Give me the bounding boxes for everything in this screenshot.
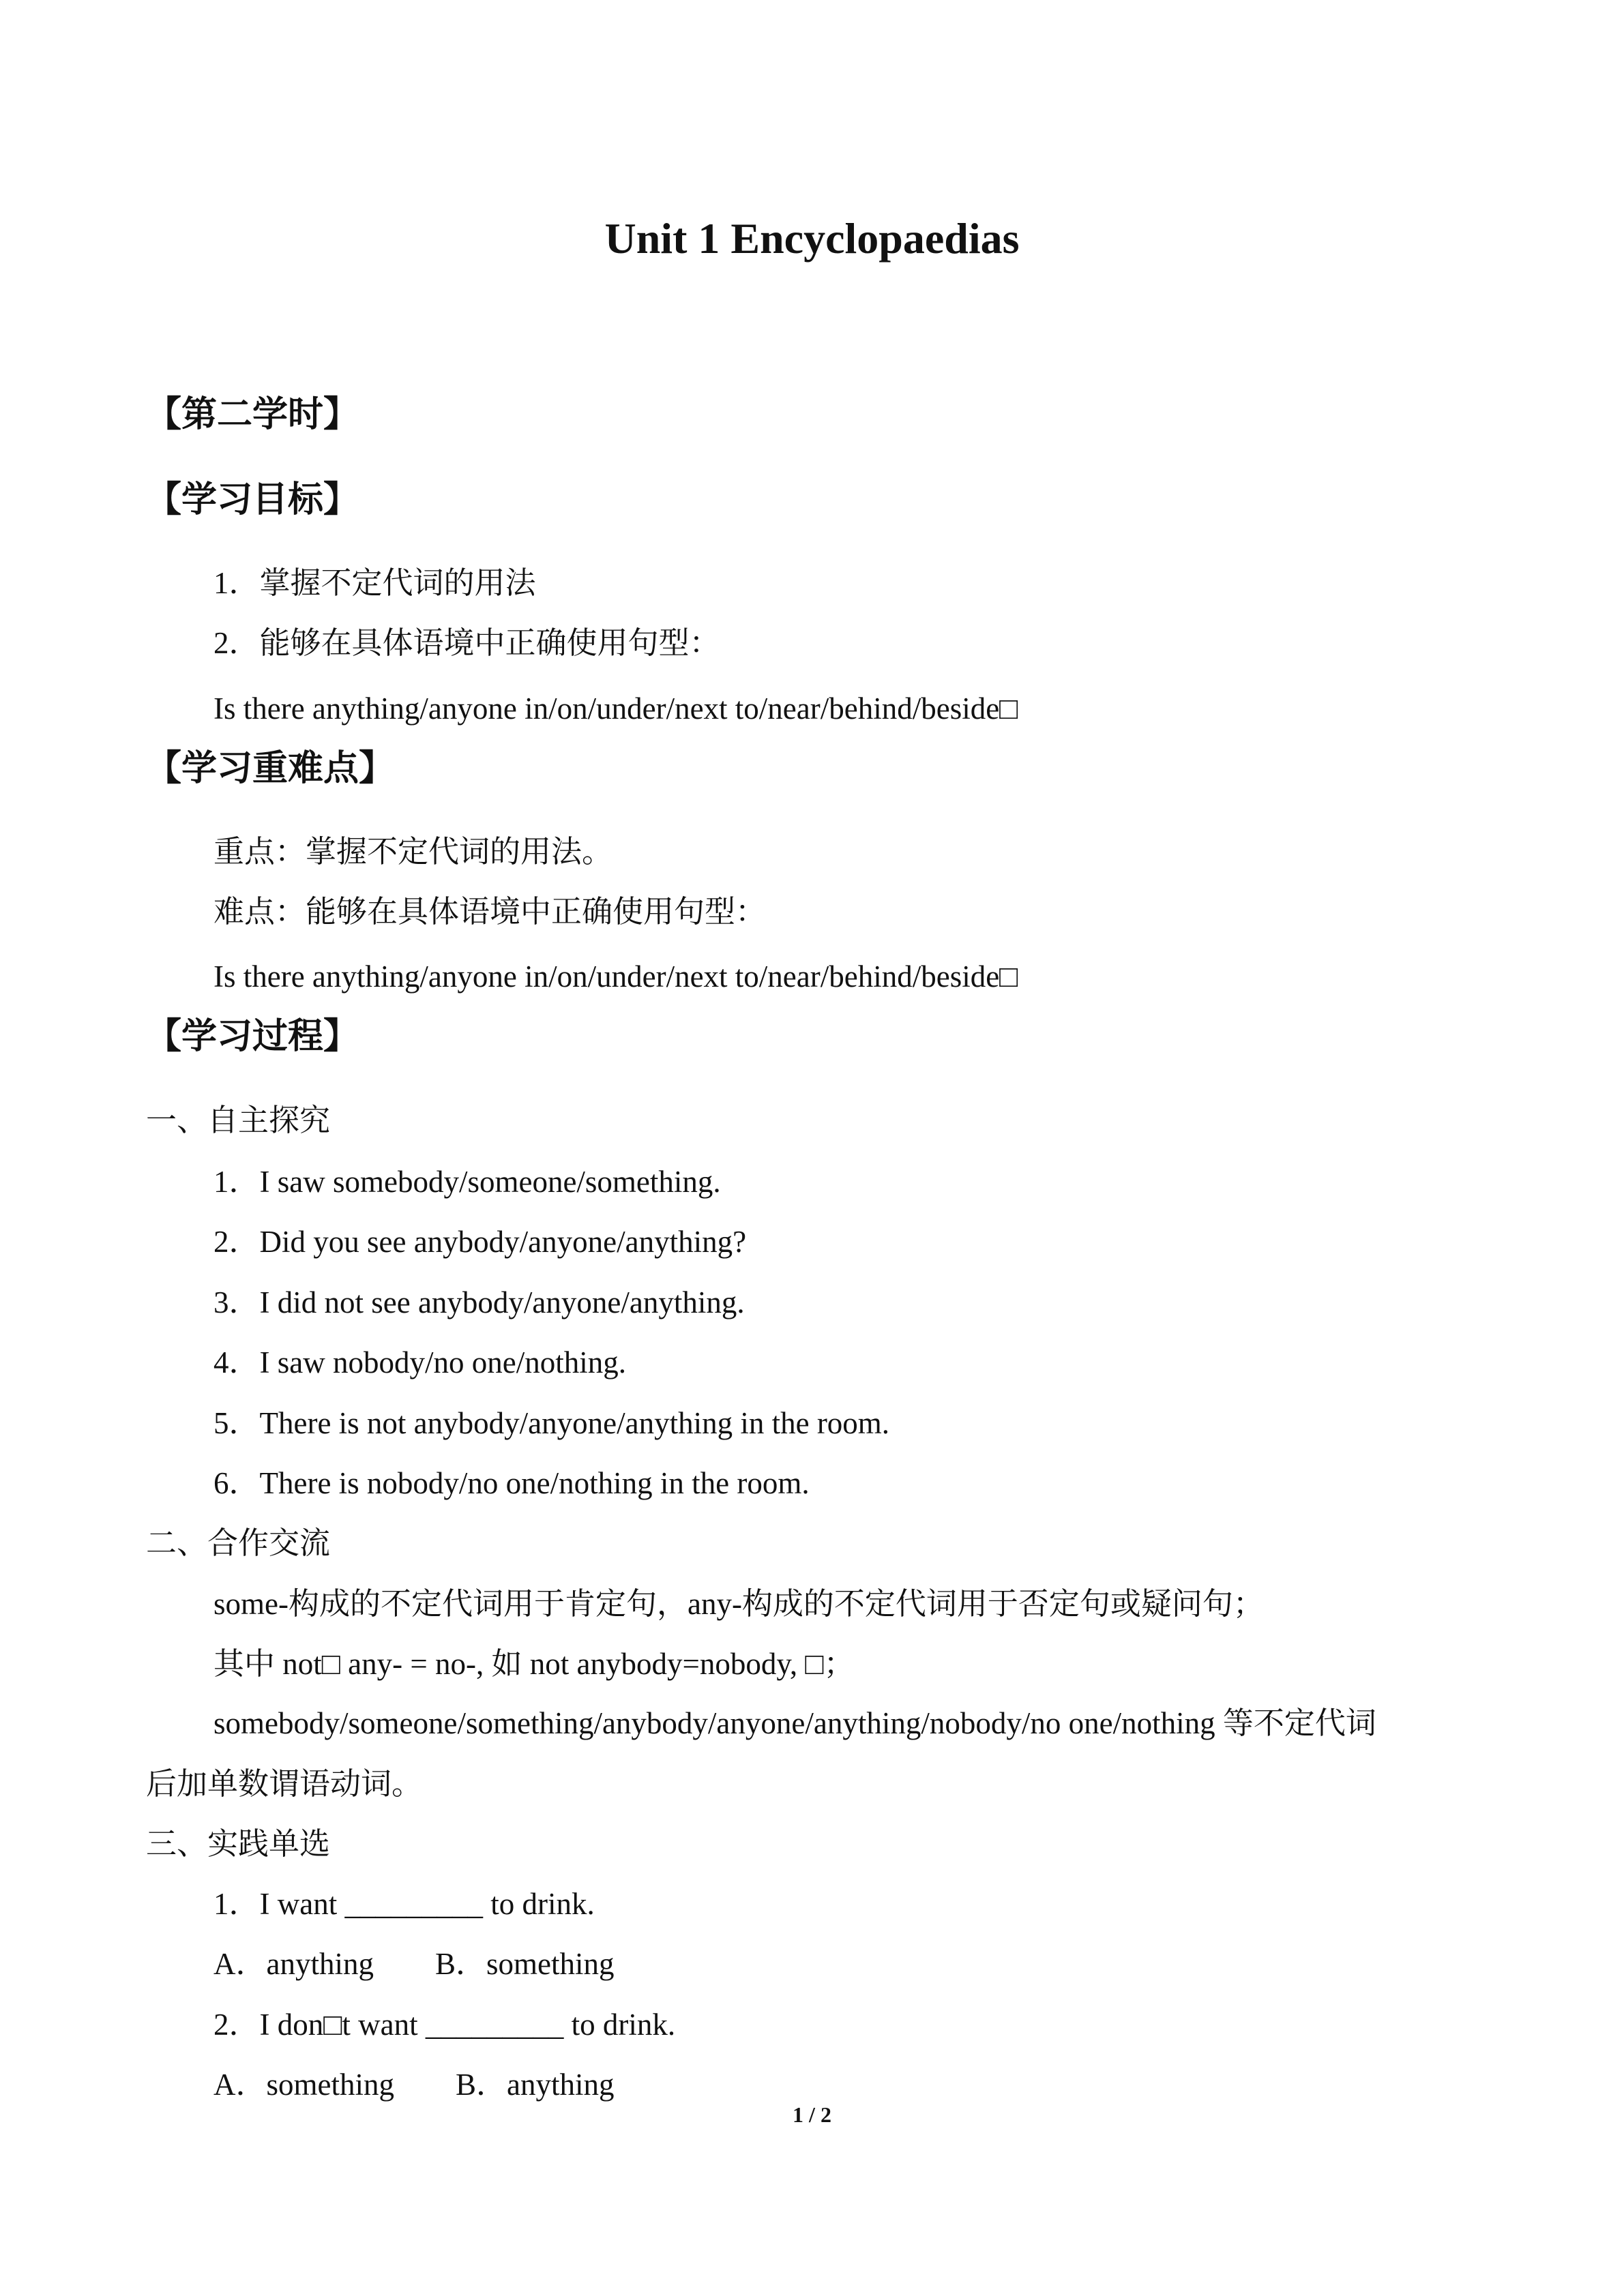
section2-line-2: 其中 not□ any- = no-, 如 not anybody=nobody, □；: [213, 1647, 855, 1681]
section2-title: 二、合作交流: [146, 1526, 331, 1560]
question-1: 1．I want _________ to drink.: [213, 1887, 595, 1921]
process-heading: 【学习过程】: [146, 1017, 359, 1056]
key-point-2: 难点：能够在具体语境中正确使用句型：: [213, 895, 767, 929]
objective-item-1: 1．掌握不定代词的用法: [213, 566, 536, 600]
section1-item-2: 2．Did you see anybody/anyone/anything?: [213, 1225, 747, 1259]
lesson-heading: 【第二学时】: [146, 396, 359, 434]
section3-title: 三、实践单选: [146, 1827, 331, 1861]
section1-item-4: 4．I saw nobody/no one/nothing.: [213, 1345, 626, 1380]
section1-item-1: 1．I saw somebody/someone/something.: [213, 1165, 721, 1199]
objective-item-2: 2．能够在具体语境中正确使用句型：: [213, 626, 720, 660]
section2-line-1: some-构成的不定代词用于肯定句，any-构成的不定代词用于否定句或疑问句；: [213, 1587, 1264, 1621]
objectives-heading: 【学习目标】: [146, 481, 359, 520]
section1-item-5: 5．There is not anybody/anyone/anything in the room.: [213, 1406, 890, 1440]
section1-item-3: 3．I did not see anybody/anyone/anything.: [213, 1285, 745, 1320]
objective-item-3: Is there anything/anyone in/on/under/next to/near/behind/beside□: [213, 691, 1018, 726]
document-title: Unit 1 Encyclopaedias: [604, 214, 1020, 263]
page-number: 1 / 2: [793, 2102, 831, 2127]
key-point-1: 重点：掌握不定代词的用法。: [213, 835, 613, 869]
question-2-options: A．something B．anything: [213, 2068, 615, 2102]
section1-item-6: 6．There is nobody/no one/nothing in the room.: [213, 1466, 810, 1500]
question-1-options: A．anything B．something: [213, 1947, 615, 1981]
section2-line-4: 后加单数谓语动词。: [146, 1767, 423, 1801]
section2-line-3: somebody/someone/something/anybody/anyone/anything/nobody/no one/nothing 等不定代词: [213, 1706, 1376, 1740]
section1-title: 一、自主探究: [146, 1103, 331, 1137]
key-point-3: Is there anything/anyone in/on/under/next to/near/behind/beside□: [213, 959, 1018, 994]
question-2: 2．I don□t want _________ to drink.: [213, 2008, 676, 2042]
key-points-heading: 【学习重难点】: [146, 749, 395, 788]
